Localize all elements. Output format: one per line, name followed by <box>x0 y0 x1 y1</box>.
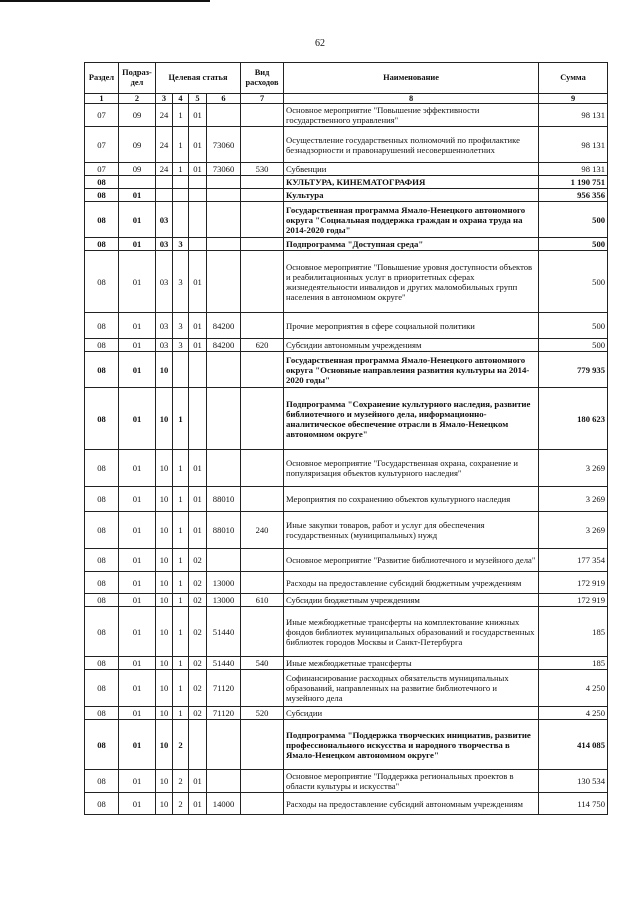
cell-direction: 51440 <box>207 657 241 670</box>
cell-vid-rashodov <box>241 607 284 657</box>
cell-summa: 130 534 <box>539 770 608 793</box>
cell-vid-rashodov <box>241 202 284 238</box>
cell-naimenovanie: Основное мероприятие "Государственная охрана, сохранение и популяризация объектов культурного наследия" <box>284 450 539 487</box>
cell-vid-rashodov <box>241 313 284 339</box>
cell-podrazdel: 01 <box>119 572 156 594</box>
cell-summa: 500 <box>539 251 608 313</box>
cell-vid-rashodov <box>241 251 284 313</box>
cell-naimenovanie: Основное мероприятие "Повышение уровня доступности объектов и реабилитационных услуг в приоритетных сферах жизнедеятельности инвалидов и других маломобильных групп населения в автономном округе" <box>284 251 539 313</box>
cell-program <box>156 176 173 189</box>
cell-event: 02 <box>189 707 207 720</box>
cell-razdel: 08 <box>85 549 119 572</box>
cell-program: 10 <box>156 793 173 815</box>
cell-summa: 500 <box>539 313 608 339</box>
table-row <box>85 104 608 127</box>
cell-vid-rashodov <box>241 770 284 793</box>
cell-event: 02 <box>189 657 207 670</box>
cell-summa: 500 <box>539 339 608 352</box>
cell-subprogram: 1 <box>173 607 189 657</box>
cell-podrazdel: 01 <box>119 770 156 793</box>
table-row <box>85 572 608 594</box>
cell-razdel: 07 <box>85 104 119 127</box>
cell-program: 10 <box>156 670 173 707</box>
cell-razdel: 08 <box>85 202 119 238</box>
cell-naimenovanie: Культура <box>284 189 539 202</box>
table-body <box>85 104 608 815</box>
cell-razdel: 08 <box>85 572 119 594</box>
cell-program: 10 <box>156 512 173 549</box>
cell-program: 03 <box>156 238 173 251</box>
cell-naimenovanie: Субсидии бюджетным учреждениям <box>284 594 539 607</box>
table-row <box>85 189 608 202</box>
cell-direction: 14000 <box>207 793 241 815</box>
cell-razdel: 08 <box>85 487 119 512</box>
cell-razdel: 08 <box>85 594 119 607</box>
cell-podrazdel <box>119 176 156 189</box>
cell-program: 10 <box>156 720 173 770</box>
cell-vid-rashodov <box>241 793 284 815</box>
cell-direction: 71120 <box>207 707 241 720</box>
cell-program: 24 <box>156 127 173 163</box>
cell-vid-rashodov <box>241 670 284 707</box>
col-vid-header: Вид расходов <box>241 63 284 94</box>
cell-summa: 414 085 <box>539 720 608 770</box>
cell-subprogram: 1 <box>173 487 189 512</box>
cell-subprogram: 1 <box>173 670 189 707</box>
col-podrazdel-header: Подраз-дел <box>119 63 156 94</box>
cell-razdel: 08 <box>85 720 119 770</box>
cell-subprogram <box>173 176 189 189</box>
table-row <box>85 657 608 670</box>
cell-naimenovanie: Основное мероприятие "Развитие библиотечного и музейного дела" <box>284 549 539 572</box>
cell-summa: 956 356 <box>539 189 608 202</box>
cell-podrazdel: 01 <box>119 670 156 707</box>
cell-direction <box>207 238 241 251</box>
cell-summa: 3 269 <box>539 512 608 549</box>
cell-program: 24 <box>156 104 173 127</box>
cell-podrazdel: 01 <box>119 238 156 251</box>
cell-vid-rashodov: 240 <box>241 512 284 549</box>
cell-summa: 185 <box>539 607 608 657</box>
cell-event: 02 <box>189 670 207 707</box>
table-row <box>85 352 608 388</box>
cell-razdel: 08 <box>85 707 119 720</box>
cell-event <box>189 388 207 450</box>
cell-summa: 4 250 <box>539 670 608 707</box>
cell-event: 01 <box>189 251 207 313</box>
cell-vid-rashodov <box>241 572 284 594</box>
cell-subprogram: 3 <box>173 238 189 251</box>
cell-program <box>156 189 173 202</box>
table-row <box>85 388 608 450</box>
cell-naimenovanie: Мероприятия по сохранению объектов культурного наследия <box>284 487 539 512</box>
cell-event <box>189 189 207 202</box>
cell-naimenovanie: Расходы на предоставление субсидий автономным учреждениям <box>284 793 539 815</box>
cell-naimenovanie: Государственная программа Ямало-Ненецкого автономного округа "Социальная поддержка граждан и охрана труда на 2014-2020 годы" <box>284 202 539 238</box>
table-row <box>85 127 608 163</box>
cell-subprogram: 1 <box>173 657 189 670</box>
top-rule <box>0 0 210 2</box>
cell-podrazdel: 01 <box>119 657 156 670</box>
cell-direction: 88010 <box>207 487 241 512</box>
cell-event <box>189 176 207 189</box>
cell-direction: 13000 <box>207 572 241 594</box>
cell-summa: 3 269 <box>539 487 608 512</box>
cell-subprogram: 1 <box>173 572 189 594</box>
cell-direction <box>207 202 241 238</box>
cell-naimenovanie: Подпрограмма "Сохранение культурного наследия, развитие библиотечного и музейного дела, информационно-аналитическое обеспечение отрасли в Ямало-Ненецком автономном округе" <box>284 388 539 450</box>
cell-event: 01 <box>189 512 207 549</box>
cell-direction <box>207 251 241 313</box>
cell-razdel: 08 <box>85 251 119 313</box>
cell-direction <box>207 189 241 202</box>
cell-naimenovanie: Государственная программа Ямало-Ненецкого автономного округа "Основные направления развития культуры на 2014-2020 годы" <box>284 352 539 388</box>
cell-vid-rashodov <box>241 352 284 388</box>
cell-podrazdel: 01 <box>119 202 156 238</box>
cell-razdel: 07 <box>85 127 119 163</box>
cell-podrazdel: 01 <box>119 339 156 352</box>
cell-podrazdel: 01 <box>119 352 156 388</box>
cell-subprogram: 2 <box>173 720 189 770</box>
col-number: 7 <box>241 94 284 104</box>
cell-direction: 84200 <box>207 339 241 352</box>
cell-razdel: 07 <box>85 163 119 176</box>
cell-naimenovanie: Осуществление государственных полномочий по профилактике безнадзорности и правонарушений несовершеннолетних <box>284 127 539 163</box>
cell-summa: 3 269 <box>539 450 608 487</box>
column-number-row <box>85 94 608 104</box>
cell-program: 10 <box>156 707 173 720</box>
cell-subprogram: 1 <box>173 450 189 487</box>
cell-podrazdel: 01 <box>119 549 156 572</box>
cell-subprogram: 1 <box>173 127 189 163</box>
cell-direction: 88010 <box>207 512 241 549</box>
cell-event: 01 <box>189 487 207 512</box>
cell-podrazdel: 01 <box>119 388 156 450</box>
table-row <box>85 594 608 607</box>
cell-event: 01 <box>189 770 207 793</box>
cell-subprogram: 1 <box>173 549 189 572</box>
cell-naimenovanie: Подпрограмма "Доступная среда" <box>284 238 539 251</box>
cell-vid-rashodov <box>241 549 284 572</box>
cell-event: 02 <box>189 607 207 657</box>
cell-subprogram: 1 <box>173 104 189 127</box>
cell-naimenovanie: КУЛЬТУРА, КИНЕМАТОГРАФИЯ <box>284 176 539 189</box>
cell-subprogram: 2 <box>173 793 189 815</box>
cell-direction <box>207 549 241 572</box>
cell-direction <box>207 388 241 450</box>
table-row <box>85 770 608 793</box>
cell-subprogram: 3 <box>173 251 189 313</box>
budget-table <box>84 62 608 815</box>
cell-direction <box>207 450 241 487</box>
cell-event: 01 <box>189 450 207 487</box>
cell-podrazdel: 01 <box>119 607 156 657</box>
cell-podrazdel: 09 <box>119 127 156 163</box>
table-row <box>85 512 608 549</box>
cell-naimenovanie: Подпрограмма "Поддержка творческих инициатив, развитие профессионального искусства и народного творчества в Ямало-Ненецком автономном округе" <box>284 720 539 770</box>
cell-naimenovanie: Основное мероприятие "Поддержка региональных проектов в области культуры и искусства" <box>284 770 539 793</box>
table-row <box>85 176 608 189</box>
cell-program: 03 <box>156 251 173 313</box>
col-number: 4 <box>173 94 189 104</box>
cell-direction <box>207 176 241 189</box>
cell-vid-rashodov: 620 <box>241 339 284 352</box>
cell-vid-rashodov <box>241 127 284 163</box>
cell-direction: 13000 <box>207 594 241 607</box>
cell-razdel: 08 <box>85 512 119 549</box>
cell-podrazdel: 01 <box>119 450 156 487</box>
cell-direction: 73060 <box>207 163 241 176</box>
cell-summa: 172 919 <box>539 572 608 594</box>
cell-event <box>189 202 207 238</box>
cell-summa: 98 131 <box>539 163 608 176</box>
table-row <box>85 251 608 313</box>
cell-vid-rashodov <box>241 238 284 251</box>
cell-program: 03 <box>156 339 173 352</box>
table-row <box>85 339 608 352</box>
cell-subprogram <box>173 352 189 388</box>
cell-event: 02 <box>189 572 207 594</box>
cell-summa: 172 919 <box>539 594 608 607</box>
cell-podrazdel: 01 <box>119 189 156 202</box>
cell-summa: 4 250 <box>539 707 608 720</box>
cell-razdel: 08 <box>85 339 119 352</box>
table-row <box>85 238 608 251</box>
cell-podrazdel: 01 <box>119 251 156 313</box>
cell-event: 02 <box>189 549 207 572</box>
cell-summa: 500 <box>539 202 608 238</box>
col-number: 3 <box>156 94 173 104</box>
page-number: 62 <box>315 38 325 49</box>
cell-vid-rashodov: 610 <box>241 594 284 607</box>
cell-vid-rashodov: 540 <box>241 657 284 670</box>
cell-direction <box>207 720 241 770</box>
cell-summa: 98 131 <box>539 104 608 127</box>
cell-razdel: 08 <box>85 238 119 251</box>
header-row <box>85 63 608 94</box>
cell-naimenovanie: Иные межбюджетные трансферты <box>284 657 539 670</box>
cell-subprogram <box>173 189 189 202</box>
cell-subprogram: 2 <box>173 770 189 793</box>
cell-vid-rashodov <box>241 450 284 487</box>
cell-razdel: 08 <box>85 352 119 388</box>
cell-podrazdel: 01 <box>119 793 156 815</box>
cell-razdel: 08 <box>85 189 119 202</box>
cell-direction: 71120 <box>207 670 241 707</box>
col-number: 5 <box>189 94 207 104</box>
cell-razdel: 08 <box>85 313 119 339</box>
cell-program: 10 <box>156 388 173 450</box>
cell-event: 01 <box>189 793 207 815</box>
cell-event: 01 <box>189 127 207 163</box>
cell-subprogram: 1 <box>173 594 189 607</box>
cell-event: 01 <box>189 104 207 127</box>
cell-summa: 779 935 <box>539 352 608 388</box>
cell-program: 10 <box>156 770 173 793</box>
cell-podrazdel: 01 <box>119 487 156 512</box>
cell-naimenovanie: Софинансирование расходных обязательств муниципальных образований, направленных на развитие библиотечного и музейного дела <box>284 670 539 707</box>
cell-summa: 177 354 <box>539 549 608 572</box>
cell-vid-rashodov: 520 <box>241 707 284 720</box>
cell-vid-rashodov <box>241 720 284 770</box>
cell-program: 10 <box>156 450 173 487</box>
col-number: 6 <box>207 94 241 104</box>
cell-summa: 500 <box>539 238 608 251</box>
cell-podrazdel: 09 <box>119 104 156 127</box>
table-row <box>85 313 608 339</box>
cell-podrazdel: 01 <box>119 720 156 770</box>
cell-event: 01 <box>189 339 207 352</box>
col-summa-header: Сумма <box>539 63 608 94</box>
cell-program: 10 <box>156 594 173 607</box>
cell-subprogram: 3 <box>173 313 189 339</box>
cell-subprogram: 1 <box>173 512 189 549</box>
cell-naimenovanie: Прочие мероприятия в сфере социальной политики <box>284 313 539 339</box>
cell-naimenovanie: Основное мероприятие "Повышение эффективности государственного управления" <box>284 104 539 127</box>
table-row <box>85 487 608 512</box>
cell-direction <box>207 104 241 127</box>
table-row <box>85 549 608 572</box>
table-row <box>85 720 608 770</box>
cell-subprogram: 1 <box>173 707 189 720</box>
col-number: 1 <box>85 94 119 104</box>
col-razdel-header: Раздел <box>85 63 119 94</box>
cell-vid-rashodov <box>241 487 284 512</box>
table-row <box>85 707 608 720</box>
table-row <box>85 793 608 815</box>
cell-podrazdel: 01 <box>119 594 156 607</box>
cell-event <box>189 352 207 388</box>
cell-program: 10 <box>156 607 173 657</box>
cell-subprogram: 1 <box>173 388 189 450</box>
table-row <box>85 607 608 657</box>
cell-podrazdel: 01 <box>119 313 156 339</box>
cell-program: 03 <box>156 313 173 339</box>
cell-naimenovanie: Иные закупки товаров, работ и услуг для обеспечения государственных (муниципальных) нужд <box>284 512 539 549</box>
cell-summa: 1 190 751 <box>539 176 608 189</box>
cell-program: 10 <box>156 572 173 594</box>
col-number: 9 <box>539 94 608 104</box>
cell-summa: 185 <box>539 657 608 670</box>
cell-summa: 114 750 <box>539 793 608 815</box>
table-row <box>85 163 608 176</box>
cell-program: 24 <box>156 163 173 176</box>
table-row <box>85 450 608 487</box>
cell-vid-rashodov: 530 <box>241 163 284 176</box>
cell-razdel: 08 <box>85 770 119 793</box>
cell-razdel: 08 <box>85 793 119 815</box>
cell-event <box>189 720 207 770</box>
cell-razdel: 08 <box>85 670 119 707</box>
cell-summa: 180 623 <box>539 388 608 450</box>
cell-razdel: 08 <box>85 607 119 657</box>
cell-vid-rashodov <box>241 189 284 202</box>
cell-program: 03 <box>156 202 173 238</box>
col-tselevaya-header: Целевая статья <box>156 63 241 94</box>
cell-subprogram <box>173 202 189 238</box>
cell-vid-rashodov <box>241 388 284 450</box>
cell-naimenovanie: Иные межбюджетные трансферты на комплектование книжных фондов библиотек муниципальных образований и государственных библиотек городов Москвы и Санкт-Петербурга <box>284 607 539 657</box>
table-row <box>85 202 608 238</box>
cell-direction <box>207 352 241 388</box>
cell-razdel: 08 <box>85 176 119 189</box>
col-naim-header: Наименование <box>284 63 539 94</box>
cell-direction: 51440 <box>207 607 241 657</box>
cell-vid-rashodov <box>241 104 284 127</box>
cell-razdel: 08 <box>85 388 119 450</box>
cell-event: 01 <box>189 163 207 176</box>
cell-subprogram: 3 <box>173 339 189 352</box>
cell-naimenovanie: Расходы на предоставление субсидий бюджетным учреждениям <box>284 572 539 594</box>
cell-podrazdel: 01 <box>119 512 156 549</box>
cell-naimenovanie: Субвенции <box>284 163 539 176</box>
table-row <box>85 670 608 707</box>
cell-summa: 98 131 <box>539 127 608 163</box>
cell-direction <box>207 770 241 793</box>
cell-podrazdel: 01 <box>119 707 156 720</box>
cell-program: 10 <box>156 352 173 388</box>
cell-event: 02 <box>189 594 207 607</box>
cell-event <box>189 238 207 251</box>
cell-vid-rashodov <box>241 176 284 189</box>
cell-program: 10 <box>156 549 173 572</box>
cell-subprogram: 1 <box>173 163 189 176</box>
cell-program: 10 <box>156 657 173 670</box>
cell-direction: 73060 <box>207 127 241 163</box>
col-number: 8 <box>284 94 539 104</box>
cell-razdel: 08 <box>85 657 119 670</box>
cell-event: 01 <box>189 313 207 339</box>
cell-podrazdel: 09 <box>119 163 156 176</box>
cell-naimenovanie: Субсидии <box>284 707 539 720</box>
col-number: 2 <box>119 94 156 104</box>
cell-naimenovanie: Субсидии автономным учреждениям <box>284 339 539 352</box>
cell-program: 10 <box>156 487 173 512</box>
cell-direction: 84200 <box>207 313 241 339</box>
cell-razdel: 08 <box>85 450 119 487</box>
